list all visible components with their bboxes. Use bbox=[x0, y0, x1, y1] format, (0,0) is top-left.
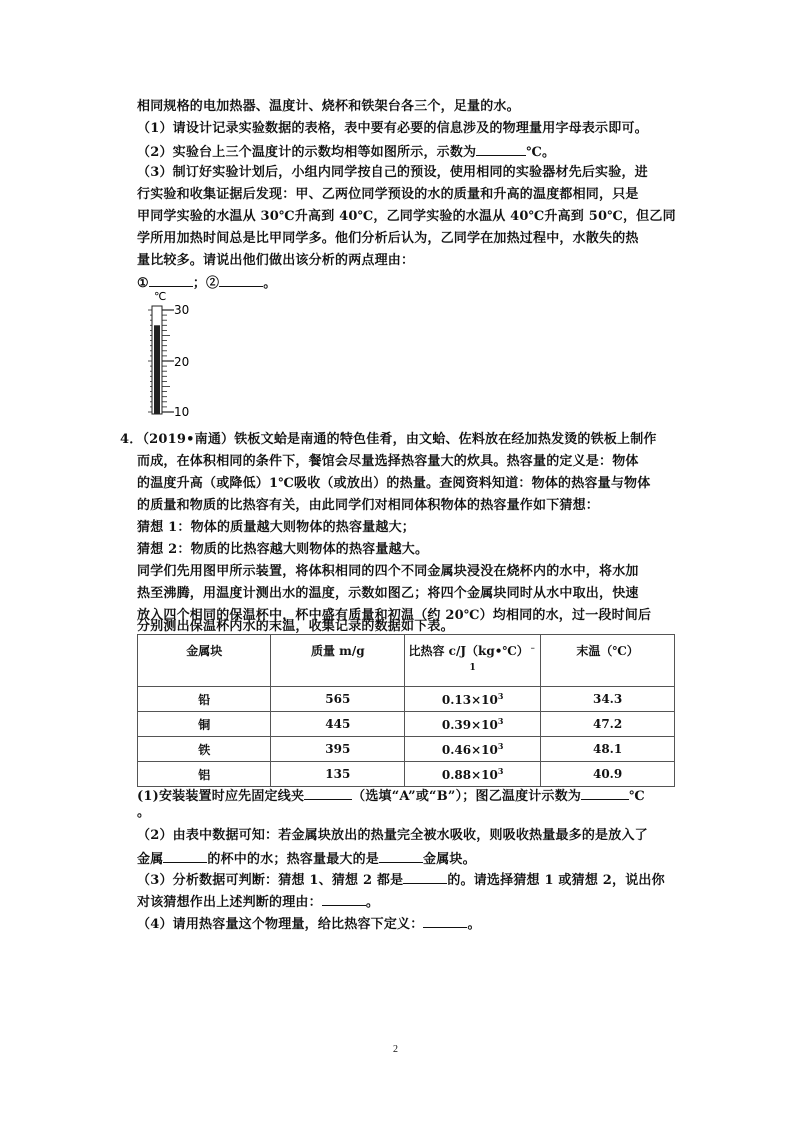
q4-line1: 4．（2019•南通）铁板文蛤是南通的特色佳肴，由文蛤、佐料放在经加热发烫的铁板上制作 bbox=[120, 432, 657, 447]
cell-c bbox=[405, 712, 541, 737]
cell-c-exp: 3 bbox=[497, 766, 504, 776]
cell-c bbox=[405, 762, 541, 787]
cell-c bbox=[405, 687, 541, 712]
cell-temp: 40.9 bbox=[541, 762, 675, 787]
page-number: 2 bbox=[393, 1044, 398, 1055]
thermometer-label-30: 30 bbox=[174, 303, 190, 317]
q4-sub3-text3: 对该猜想作出上述判断的理由： bbox=[137, 895, 322, 910]
header-sub: 1 bbox=[469, 663, 476, 673]
table-row bbox=[138, 737, 675, 762]
cell-c-exp: 3 bbox=[497, 716, 504, 726]
q3-part1: （1）请设计记录实验数据的表格，表中要有必要的信息涉及的物理量用字母表示即可。 bbox=[137, 121, 648, 136]
q3-intro: 相同规格的电加热器、温度计、烧杯和铁架台各三个，足量的水。 bbox=[137, 99, 520, 114]
q3-part3-line5: 量比较多。请说出他们做出该分析的两点理由： bbox=[137, 253, 415, 268]
q4-line3: 的温度升高（或降低）1℃吸收（或放出）的热量。查阅资料知道：物体的热容量与物体 bbox=[137, 476, 651, 491]
q3-part3-line2: 行实验和收集证据后发现：甲、乙两位同学预设的水的质量和升高的温度都相同，只是 bbox=[137, 187, 639, 202]
q4-sub3-text4: 。 bbox=[365, 895, 380, 910]
reason-end: 。 bbox=[263, 276, 277, 291]
data-table bbox=[137, 634, 675, 787]
cell-mass: 445 bbox=[271, 712, 405, 737]
cell-mass: 395 bbox=[271, 737, 405, 762]
cell-c-base: 0.39×10 bbox=[441, 718, 498, 732]
q4-sub2-line1: （2）由表中数据可知：若金属块放出的热量完全被水吸收，则吸收热量最多的是放入了 bbox=[137, 828, 648, 843]
thermometer-label-10: 10 bbox=[174, 405, 190, 418]
cell-mass: 565 bbox=[271, 687, 405, 712]
q4-sub3-text2: 的。请选择猜想 1 或猜想 2，说出你 bbox=[447, 873, 665, 888]
q4-line2: 而成，在体积相同的条件下，餐馆会尽量选择热容量大的炊具。热容量的定义是：物体 bbox=[137, 454, 639, 469]
cell-metal: 铝 bbox=[138, 762, 271, 787]
q4-line7: 放入四个相同的保温杯中，杯中盛有质量和初温（约 20℃）均相同的水，过一段时间后 bbox=[137, 608, 652, 623]
header-final-temp: 末温（℃） bbox=[541, 635, 675, 687]
answer-blank[interactable] bbox=[322, 891, 366, 906]
cell-c-base: 0.13×10 bbox=[441, 693, 498, 707]
q4-sub4-end: 。 bbox=[467, 917, 481, 932]
q4-line6: 热至沸腾，用温度计测出水的温度，示数如图乙；将四个金属块同时从水中取出，快速 bbox=[137, 586, 639, 601]
q3-part2-unit: ℃。 bbox=[526, 145, 556, 160]
answer-blank[interactable] bbox=[304, 785, 352, 800]
thermometer-figure bbox=[140, 288, 210, 418]
q4-sub2-line2 bbox=[137, 848, 476, 870]
q4-line8: 分别测出保温杯内水的末温，收集记录的数据如下表。 bbox=[137, 619, 454, 634]
q3-part3-line1: （3）制订好实验计划后，小组内同学按自己的预设，使用相同的实验器材先后实验，进 bbox=[137, 165, 648, 180]
q4-line5: 同学们先用图甲所示装置，将体积相同的四个不同金属块浸没在烧杯内的水中，将水加 bbox=[137, 564, 639, 579]
header-mass: 质量 m/g bbox=[271, 635, 405, 687]
q4-guess1: 猜想 1：物体的质量越大则物体的热容量越大； bbox=[137, 520, 415, 535]
answer-blank[interactable] bbox=[423, 913, 467, 928]
answer-blank[interactable] bbox=[403, 869, 447, 884]
q3-part2 bbox=[137, 141, 555, 163]
q4-sub1-text2: （选填“A”或“B”）；图乙温度计示数为 bbox=[352, 789, 582, 804]
reason-sep: ；② bbox=[192, 276, 220, 291]
q4-sub1-end: 。 bbox=[137, 805, 151, 820]
table-row bbox=[138, 762, 675, 787]
answer-blank[interactable] bbox=[149, 272, 193, 287]
table-row bbox=[138, 712, 675, 737]
q4-sub3-line2 bbox=[137, 891, 379, 913]
cell-temp: 48.1 bbox=[541, 737, 675, 762]
cell-temp: 34.3 bbox=[541, 687, 675, 712]
q4-sub4 bbox=[137, 913, 481, 935]
q4-sub2-text2: 的杯中的水；热容量最大的是 bbox=[207, 852, 380, 867]
table-row bbox=[138, 687, 675, 712]
cell-metal: 铜 bbox=[138, 712, 271, 737]
header-specific-heat bbox=[405, 635, 541, 687]
cell-metal: 铁 bbox=[138, 737, 271, 762]
q4-sub4-text: （4）请用热容量这个物理量，给比热容下定义： bbox=[137, 917, 424, 932]
answer-blank[interactable] bbox=[581, 785, 629, 800]
q4-guess2: 猜想 2：物质的比热容越大则物体的热容量越大。 bbox=[137, 542, 429, 557]
reason-1-label: ① bbox=[137, 276, 149, 291]
q4-sub2-text3: 金属块。 bbox=[423, 852, 476, 867]
cell-metal: 铅 bbox=[138, 687, 271, 712]
header-specific-heat-text: 比热容 c/J（kg•℃） bbox=[408, 644, 529, 658]
answer-blank[interactable] bbox=[219, 272, 263, 287]
cell-c bbox=[405, 737, 541, 762]
thermometer-label-20: 20 bbox=[174, 355, 190, 369]
q4-sub1 bbox=[137, 785, 645, 807]
cell-temp: 47.2 bbox=[541, 712, 675, 737]
q4-sub3-line1 bbox=[137, 869, 665, 891]
header-metal: 金属块 bbox=[138, 635, 271, 687]
q4-line4: 的质量和物质的比热容有关，由此同学们对相同体积物体的热容量作如下猜想： bbox=[137, 498, 600, 513]
cell-c-exp: 3 bbox=[497, 691, 504, 701]
table-header-row bbox=[138, 635, 675, 687]
q4-sub1-unit: ℃ bbox=[629, 789, 645, 804]
cell-c-base: 0.46×10 bbox=[441, 743, 498, 757]
q3-part3-line3: 甲同学实验的水温从 30℃升高到 40℃，乙同学实验的水温从 40℃升高到 50℃，但乙同 bbox=[137, 209, 676, 224]
answer-blank[interactable] bbox=[163, 848, 207, 863]
q3-part2-text: （2）实验台上三个温度计的示数均相等如图所示，示数为 bbox=[137, 145, 477, 160]
thermometer-mercury bbox=[154, 325, 160, 414]
cell-c-base: 0.88×10 bbox=[441, 768, 498, 782]
answer-blank[interactable] bbox=[379, 848, 423, 863]
header-sup: ﹣ bbox=[528, 642, 537, 652]
cell-c-exp: 3 bbox=[497, 741, 504, 751]
q3-part3-line4: 学所用加热时间总是比甲同学多。他们分析后认为，乙同学在加热过程中，水散失的热 bbox=[137, 231, 639, 246]
q4-sub3-text: （3）分析数据可判断：猜想 1、猜想 2 都是 bbox=[137, 873, 404, 888]
cell-mass: 135 bbox=[271, 762, 405, 787]
q4-sub2-text: 金属 bbox=[137, 852, 164, 867]
q4-sub1-text: (1)安装装置时应先固定线夹 bbox=[137, 789, 305, 804]
answer-blank[interactable] bbox=[476, 141, 526, 156]
thermometer-unit-label: ℃ bbox=[154, 290, 167, 303]
